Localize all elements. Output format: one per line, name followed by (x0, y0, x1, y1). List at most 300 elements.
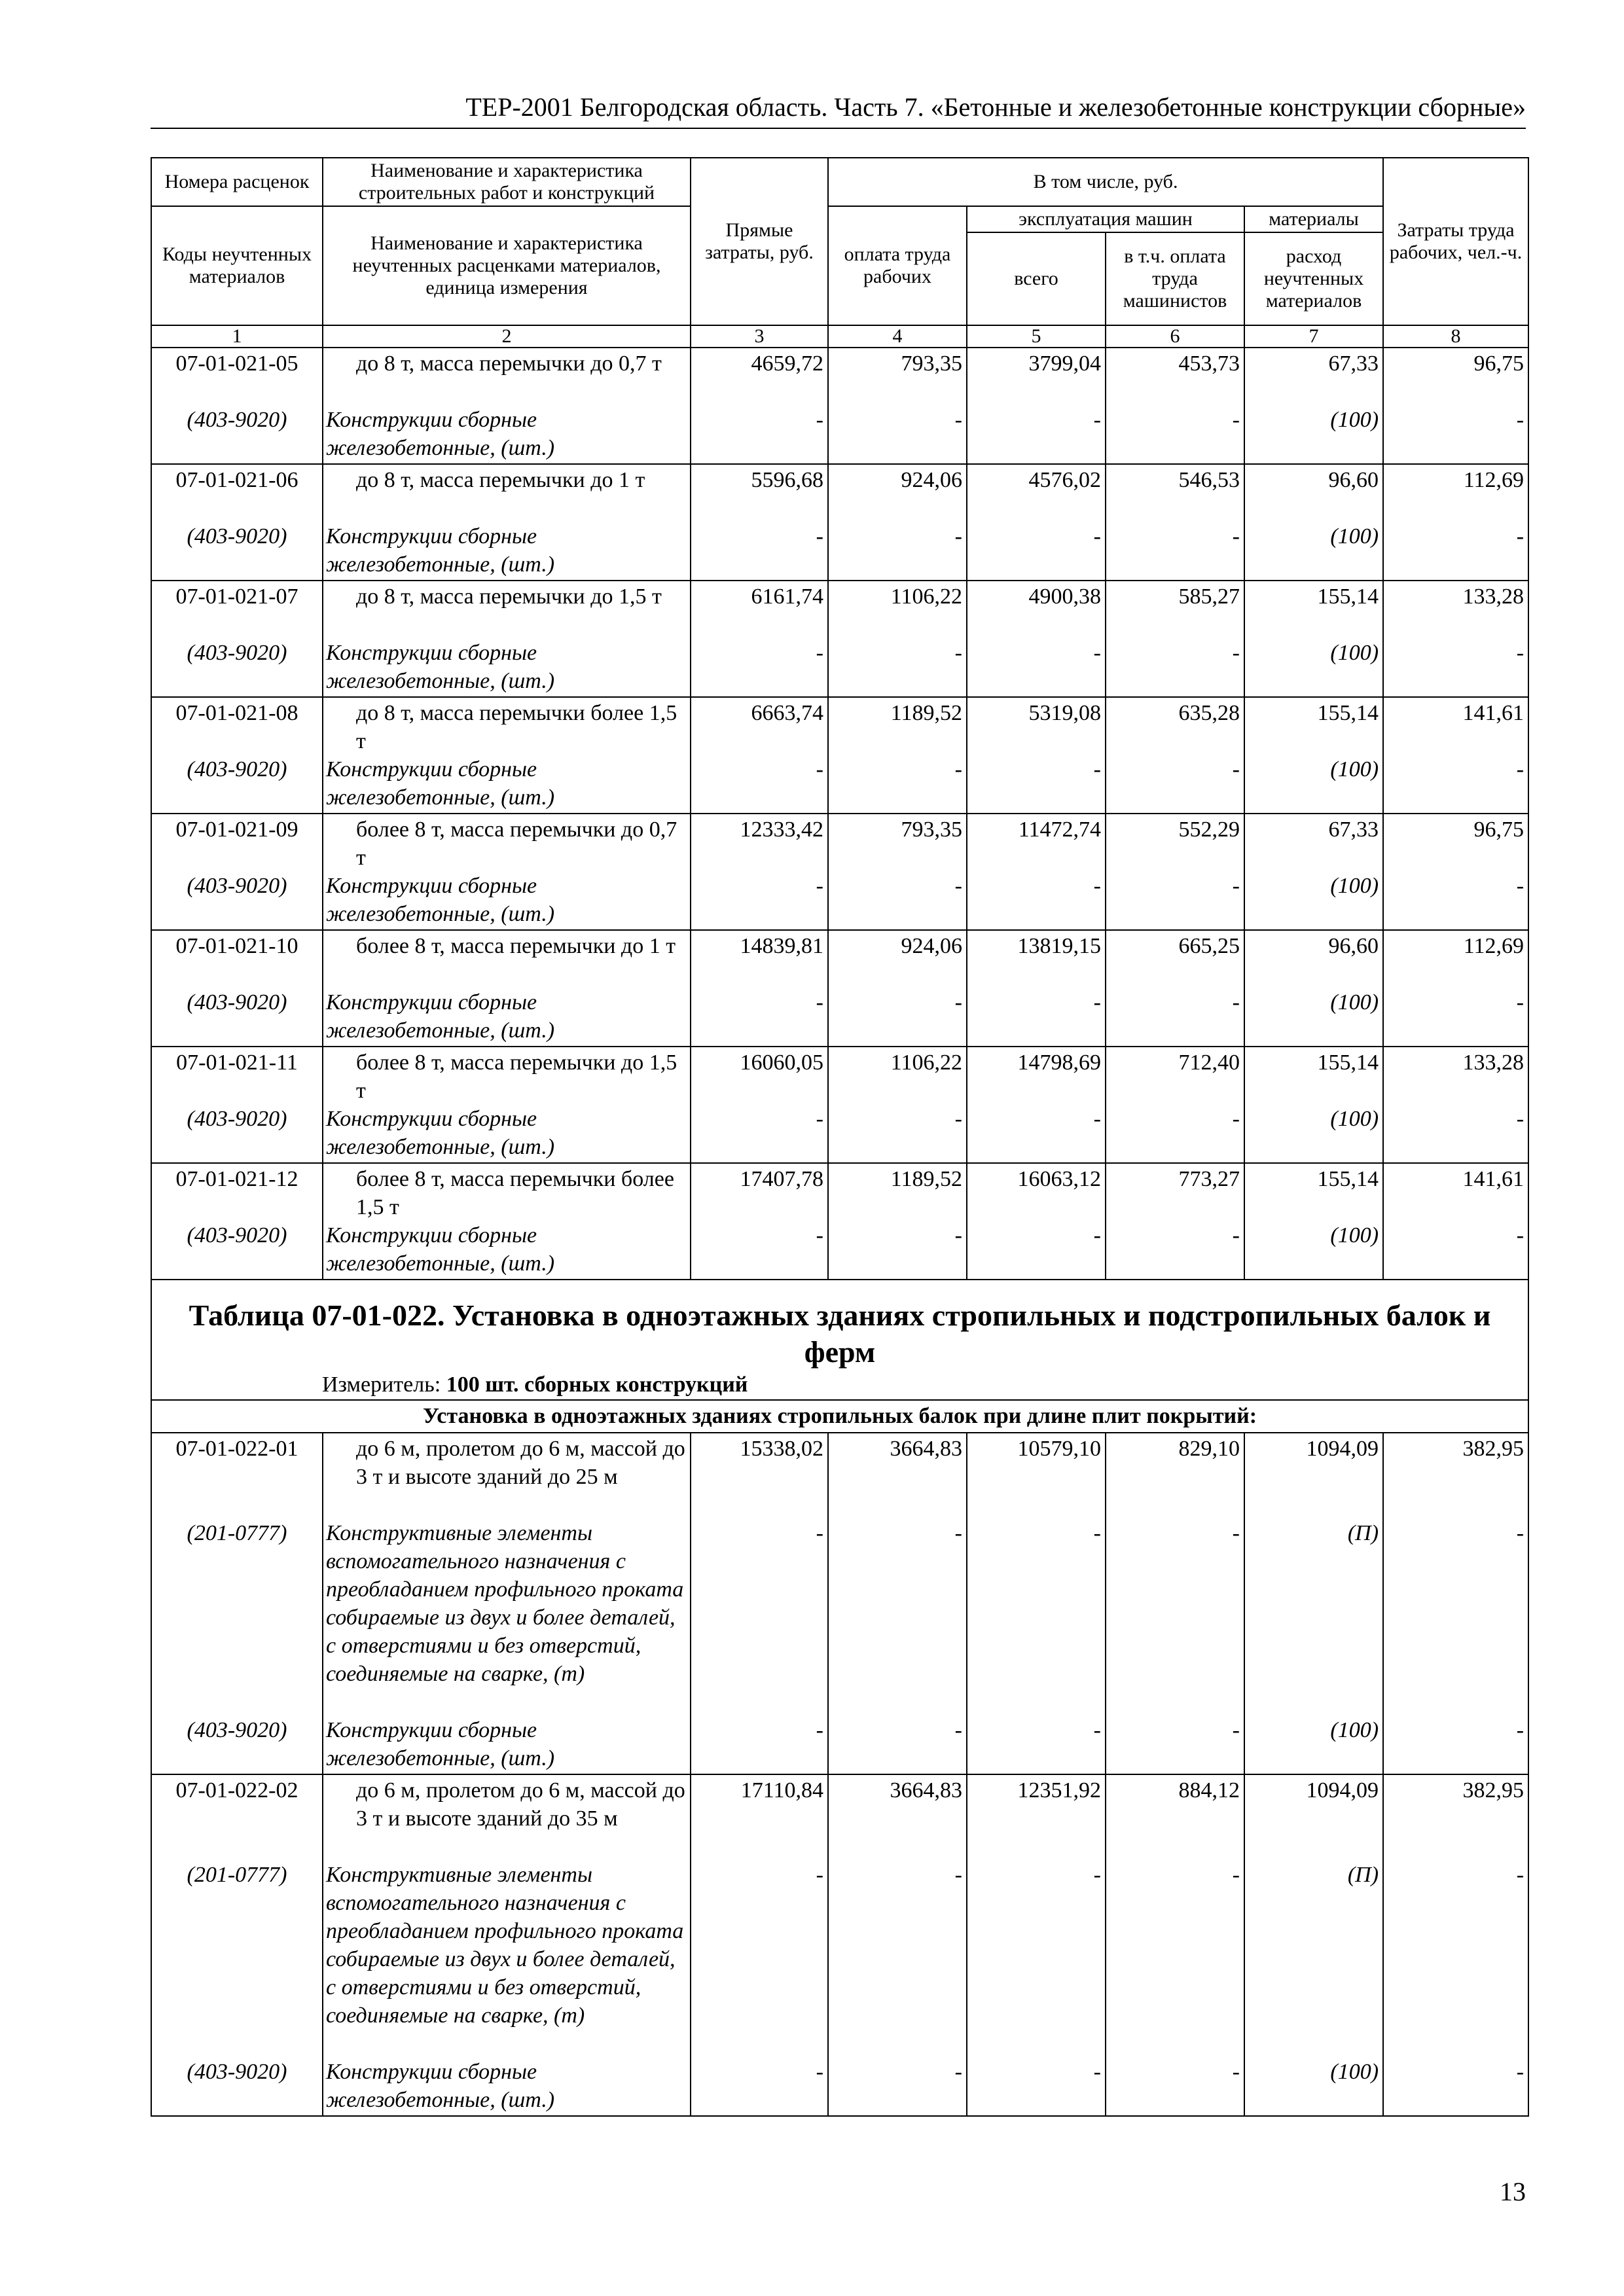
machinist-pay: 773,27 (1178, 1167, 1240, 1191)
machinist-pay-cell (1106, 348, 1244, 464)
labor-pay-cell (828, 464, 967, 581)
materials-cost-cell (1244, 1433, 1383, 1774)
machines-total-cell (967, 697, 1106, 814)
measure-value: 100 шт. сборных конструкций (446, 1372, 748, 1397)
materials-cost-cell (1244, 348, 1383, 464)
machines-total-cell (967, 464, 1106, 581)
rate-entry (151, 697, 323, 814)
direct-cost: 17407,78 (740, 1167, 823, 1191)
rate-description (323, 814, 691, 930)
labor-hours: 382,95 (1462, 1437, 1525, 1461)
labor-hours-cell (1383, 1047, 1528, 1163)
labor-pay: 1189,52 (890, 701, 962, 725)
rate-description (323, 1774, 691, 2116)
materials-cost-cell (1244, 697, 1383, 814)
col-material-code-header: Коды неучтенных материалов (151, 206, 323, 325)
work-description: более 8 т, масса перемычки более 1,5 т (356, 1167, 674, 1219)
table-row (151, 814, 1528, 930)
materials-cost-material: (100) (1330, 1107, 1379, 1131)
rate-entry (151, 1163, 323, 1280)
materials-cost-material: (100) (1330, 408, 1379, 432)
col-materials-usage-header: расход неучтенных материалов (1244, 232, 1383, 325)
machinist-pay-cell (1106, 697, 1244, 814)
labor-hours-cell (1383, 581, 1528, 697)
labor-hours-material: - (1516, 757, 1525, 781)
labor-hours-material: - (1516, 408, 1525, 432)
rates-table (151, 157, 1529, 2117)
column-numbers-row (151, 325, 1528, 348)
col-machines-total-header: всего (967, 232, 1106, 325)
labor-pay: 1106,22 (890, 1050, 962, 1075)
material-code: (403-9020) (187, 408, 287, 432)
labor-hours-cell (1383, 930, 1528, 1047)
labor-hours: 112,69 (1463, 468, 1525, 492)
labor-hours: 96,75 (1473, 351, 1525, 376)
direct-cost-cell (691, 697, 828, 814)
rows-022 (151, 1433, 1528, 2116)
rate-entry (151, 1774, 323, 2116)
machines-total: 4576,02 (1028, 468, 1101, 492)
work-description: до 8 т, масса перемычки до 1,5 т (356, 584, 662, 609)
col-number: 7 (1244, 325, 1383, 348)
material-code: (403-9020) (187, 1223, 287, 1247)
direct-cost: 14839,81 (740, 934, 823, 958)
machinist-pay-cell (1106, 1163, 1244, 1280)
machines-total-material: - (1093, 1521, 1101, 1545)
machinist-pay-cell (1106, 1774, 1244, 2116)
machinist-pay-cell (1106, 581, 1244, 697)
work-description: более 8 т, масса перемычки до 1,5 т (356, 1050, 677, 1103)
labor-pay-material: - (954, 2060, 962, 2084)
machinist-pay-cell (1106, 814, 1244, 930)
labor-hours-material: - (1516, 1223, 1525, 1247)
direct-cost-cell (691, 1163, 828, 1280)
direct-cost-cell (691, 464, 828, 581)
direct-cost-material: - (816, 1223, 823, 1247)
rate-description (323, 1163, 691, 1280)
labor-pay: 793,35 (901, 817, 962, 842)
machines-total: 12351,92 (1017, 1778, 1101, 1803)
labor-pay-cell (828, 1774, 967, 2116)
direct-cost-material: - (816, 408, 823, 432)
material-code: (201-0777) (187, 1521, 287, 1545)
materials-cost: 1094,09 (1306, 1778, 1379, 1803)
machines-total-cell (967, 348, 1106, 464)
work-description: до 6 м, пролетом до 6 м, массой до 3 т и высоте зданий до 35 м (356, 1778, 685, 1831)
direct-cost-cell (691, 581, 828, 697)
col-rate-number-header: Номера расценок (151, 158, 323, 206)
labor-hours: 133,28 (1462, 1050, 1525, 1075)
machines-total: 16063,12 (1017, 1167, 1101, 1191)
labor-hours-cell (1383, 814, 1528, 930)
col-number: 6 (1106, 325, 1244, 348)
rate-code: 07-01-021-07 (175, 584, 298, 609)
rate-description (323, 581, 691, 697)
machines-total-cell (967, 581, 1106, 697)
machines-total-cell (967, 1163, 1106, 1280)
labor-hours: 96,75 (1473, 817, 1525, 842)
direct-cost-material: - (816, 990, 823, 1014)
direct-cost-cell (691, 1774, 828, 2116)
machines-total-material: - (1093, 1223, 1101, 1247)
rate-code: 07-01-021-09 (175, 817, 298, 842)
machines-total-material: - (1093, 990, 1101, 1014)
col-machinist-pay-header: в т.ч. оплата труда машинистов (1106, 232, 1244, 325)
machinist-pay-material: - (1232, 408, 1240, 432)
labor-hours: 141,61 (1462, 701, 1525, 725)
labor-hours-material: - (1516, 2060, 1525, 2084)
col-number: 5 (967, 325, 1106, 348)
col-machines-header: эксплуатация машин (967, 206, 1244, 232)
col-number: 3 (691, 325, 828, 348)
rows-021 (151, 348, 1528, 1280)
labor-pay: 3664,83 (890, 1437, 962, 1461)
machinist-pay-cell (1106, 464, 1244, 581)
direct-cost: 5596,68 (751, 468, 823, 492)
labor-pay-cell (828, 930, 967, 1047)
materials-cost-cell (1244, 1163, 1383, 1280)
machinist-pay: 453,73 (1178, 351, 1240, 376)
machines-total: 3799,04 (1028, 351, 1101, 376)
labor-hours-material: - (1516, 990, 1525, 1014)
labor-pay-material: - (954, 874, 962, 898)
rate-description (323, 1433, 691, 1774)
table-row (151, 581, 1528, 697)
machines-total-cell (967, 1774, 1106, 2116)
materials-cost-material: (100) (1330, 524, 1379, 548)
materials-cost-material: (100) (1330, 1718, 1379, 1742)
measure-label: Измеритель: (322, 1372, 441, 1397)
direct-cost-cell (691, 814, 828, 930)
direct-cost-material: - (816, 641, 823, 665)
labor-pay-material: - (954, 1521, 962, 1545)
rate-entry (151, 1047, 323, 1163)
materials-cost-material: (П) (1347, 1521, 1379, 1545)
rate-description (323, 464, 691, 581)
materials-cost-cell (1244, 1047, 1383, 1163)
labor-hours-material: - (1516, 874, 1525, 898)
table-row (151, 930, 1528, 1047)
material-description: Конструкции сборные железобетонные, (шт.) (326, 524, 555, 577)
material-description: Конструкции сборные железобетонные, (шт.) (326, 874, 555, 926)
material-code: (403-9020) (187, 524, 287, 548)
labor-pay-cell (828, 697, 967, 814)
table-row (151, 1433, 1528, 1774)
machines-total-material: - (1093, 874, 1101, 898)
materials-cost: 155,14 (1317, 1050, 1379, 1075)
machines-total-material: - (1093, 524, 1101, 548)
material-code: (403-9020) (187, 1718, 287, 1742)
table-row (151, 697, 1528, 814)
rate-description (323, 697, 691, 814)
col-materials-header: материалы (1244, 206, 1383, 232)
direct-cost-material: - (816, 1521, 823, 1545)
materials-cost: 155,14 (1317, 584, 1379, 609)
material-description: Конструкции сборные железобетонные, (шт.) (326, 1223, 555, 1276)
machinist-pay-material: - (1232, 1718, 1240, 1742)
materials-cost: 67,33 (1328, 817, 1379, 842)
machines-total-cell (967, 930, 1106, 1047)
labor-pay-material: - (954, 1718, 962, 1742)
labor-hours-material: - (1516, 1107, 1525, 1131)
labor-hours: 112,69 (1463, 934, 1525, 958)
labor-hours-cell (1383, 464, 1528, 581)
machinist-pay: 829,10 (1178, 1437, 1240, 1461)
materials-cost-material: (100) (1330, 2060, 1379, 2084)
direct-cost-material: - (816, 2060, 823, 2084)
rate-entry (151, 930, 323, 1047)
col-number: 4 (828, 325, 967, 348)
machinist-pay: 585,27 (1178, 584, 1240, 609)
machinist-pay-material: - (1232, 990, 1240, 1014)
machinist-pay-material: - (1232, 757, 1240, 781)
running-header: ТЕР-2001 Белгородская область. Часть 7. «Бетонные и железобетонные конструкции сборные» (151, 92, 1526, 129)
col-labor-pay-header: оплата труда рабочих (828, 206, 967, 325)
work-description: до 8 т, масса перемычки до 1 т (356, 468, 645, 492)
labor-pay: 1106,22 (890, 584, 962, 609)
labor-pay-cell (828, 1047, 967, 1163)
machinist-pay-cell (1106, 930, 1244, 1047)
machinist-pay: 546,53 (1178, 468, 1240, 492)
machines-total-material: - (1093, 641, 1101, 665)
labor-pay: 1189,52 (890, 1167, 962, 1191)
work-description: более 8 т, масса перемычки до 1 т (356, 934, 676, 958)
labor-pay-material: - (954, 1863, 962, 1887)
rate-code: 07-01-022-01 (175, 1437, 298, 1461)
materials-cost-cell (1244, 464, 1383, 581)
rate-code: 07-01-021-08 (175, 701, 298, 725)
material-description: Конструкции сборные железобетонные, (шт.) (326, 408, 555, 460)
material-description: Конструкции сборные железобетонные, (шт.) (326, 757, 555, 810)
labor-hours-cell (1383, 697, 1528, 814)
direct-cost-cell (691, 1047, 828, 1163)
labor-pay-material: - (954, 524, 962, 548)
machinist-pay-material: - (1232, 1863, 1240, 1887)
machinist-pay: 665,25 (1178, 934, 1240, 958)
col-group-header: В том числе, руб. (828, 158, 1383, 206)
direct-cost: 15338,02 (740, 1437, 823, 1461)
labor-pay-material: - (954, 641, 962, 665)
material-code: (403-9020) (187, 1107, 287, 1131)
rate-entry (151, 814, 323, 930)
materials-cost: 1094,09 (1306, 1437, 1379, 1461)
labor-hours-material: - (1516, 1718, 1525, 1742)
machines-total-cell (967, 814, 1106, 930)
material-description: Конструктивные элементы вспомогательного назначения с преобладанием профильного проката собираемые из двух и более деталей, с отверстиями и без отверстий, соединяемые на сварке, (т) (326, 1863, 684, 2028)
page-number: 13 (1500, 2177, 1526, 2206)
rate-description (323, 1047, 691, 1163)
materials-cost-material: (100) (1330, 757, 1379, 781)
direct-cost: 16060,05 (740, 1050, 823, 1075)
work-description: до 8 т, масса перемычки до 0,7 т (356, 351, 662, 376)
material-description: Конструкции сборные железобетонные, (шт.) (326, 1107, 555, 1159)
rate-description (323, 348, 691, 464)
materials-cost-material: (100) (1330, 874, 1379, 898)
direct-cost: 6663,74 (751, 701, 823, 725)
machines-total-cell (967, 1047, 1106, 1163)
labor-hours: 382,95 (1462, 1778, 1525, 1803)
direct-cost-material: - (816, 1718, 823, 1742)
rate-description (323, 930, 691, 1047)
rate-code: 07-01-021-10 (175, 934, 298, 958)
machinist-pay-material: - (1232, 874, 1240, 898)
table-022-heading (151, 1280, 1528, 1433)
materials-cost: 96,60 (1328, 934, 1379, 958)
machines-total-cell (967, 1433, 1106, 1774)
machines-total-material: - (1093, 757, 1101, 781)
col-work-name-header: Наименование и характеристика строительных работ и конструкций (323, 158, 691, 206)
machinist-pay-material: - (1232, 1521, 1240, 1545)
labor-pay-material: - (954, 990, 962, 1014)
machines-total-material: - (1093, 1718, 1101, 1742)
machines-total: 14798,69 (1017, 1050, 1101, 1075)
material-description: Конструкции сборные железобетонные, (шт.) (326, 2060, 555, 2112)
materials-cost: 96,60 (1328, 468, 1379, 492)
material-description: Конструкции сборные железобетонные, (шт.) (326, 990, 555, 1043)
labor-pay-cell (828, 348, 967, 464)
table-row (151, 1163, 1528, 1280)
col-number: 8 (1383, 325, 1528, 348)
direct-cost-cell (691, 930, 828, 1047)
direct-cost-material: - (816, 1107, 823, 1131)
direct-cost-cell (691, 348, 828, 464)
machinist-pay: 884,12 (1178, 1778, 1240, 1803)
material-description: Конструктивные элементы вспомогательного назначения с преобладанием профильного проката собираемые из двух и более деталей, с отверстиями и без отверстий, соединяемые на сварке, (т) (326, 1521, 684, 1686)
rate-code: 07-01-021-11 (176, 1050, 298, 1075)
rate-code: 07-01-021-05 (175, 351, 298, 376)
material-description: Конструкции сборные железобетонные, (шт.) (326, 641, 555, 693)
material-code: (403-9020) (187, 990, 287, 1014)
materials-cost: 67,33 (1328, 351, 1379, 376)
labor-hours-cell (1383, 1433, 1528, 1774)
material-code: (201-0777) (187, 1863, 287, 1887)
labor-pay-material: - (954, 1223, 962, 1247)
machines-total: 5319,08 (1028, 701, 1101, 725)
labor-pay: 924,06 (901, 468, 962, 492)
material-code: (403-9020) (187, 2060, 287, 2084)
direct-cost-material: - (816, 524, 823, 548)
measure-line (152, 1371, 1528, 1399)
labor-pay: 793,35 (901, 351, 962, 376)
labor-pay-cell (828, 1433, 967, 1774)
machinist-pay-material: - (1232, 641, 1240, 665)
direct-cost: 12333,42 (740, 817, 823, 842)
labor-pay: 924,06 (901, 934, 962, 958)
machines-total: 4900,38 (1028, 584, 1101, 609)
table-row (151, 1774, 1528, 2116)
direct-cost-cell (691, 1433, 828, 1774)
material-description: Конструкции сборные железобетонные, (шт.) (326, 1718, 555, 1770)
labor-pay-material: - (954, 408, 962, 432)
labor-hours-material: - (1516, 524, 1525, 548)
labor-hours-cell (1383, 1774, 1528, 2116)
machines-total-material: - (1093, 2060, 1101, 2084)
col-number: 1 (151, 325, 323, 348)
machines-total-material: - (1093, 1863, 1101, 1887)
machines-total: 11472,74 (1018, 817, 1101, 842)
machinist-pay: 635,28 (1178, 701, 1240, 725)
labor-hours-material: - (1516, 641, 1525, 665)
col-material-name-header: Наименование и характеристика неучтенных расценками материалов, единица измерения (323, 206, 691, 325)
table-row (151, 348, 1528, 464)
work-description: до 8 т, масса перемычки более 1,5 т (356, 701, 677, 753)
rate-entry (151, 581, 323, 697)
labor-hours-material: - (1516, 1521, 1525, 1545)
direct-cost-material: - (816, 757, 823, 781)
labor-pay-material: - (954, 1107, 962, 1131)
machines-total: 10579,10 (1017, 1437, 1101, 1461)
machinist-pay-material: - (1232, 2060, 1240, 2084)
material-code: (403-9020) (187, 641, 287, 665)
labor-pay-cell (828, 581, 967, 697)
direct-cost: 6161,74 (751, 584, 823, 609)
work-description: более 8 т, масса перемычки до 0,7 т (356, 817, 677, 870)
labor-pay-material: - (954, 757, 962, 781)
machines-total-material: - (1093, 1107, 1101, 1131)
machines-total-material: - (1093, 408, 1101, 432)
direct-cost: 17110,84 (740, 1778, 823, 1803)
direct-cost-material: - (816, 874, 823, 898)
table-head (151, 158, 1528, 348)
materials-cost-material: (П) (1347, 1863, 1379, 1887)
labor-pay-cell (828, 1163, 967, 1280)
direct-cost-material: - (816, 1863, 823, 1887)
materials-cost: 155,14 (1317, 1167, 1379, 1191)
machinist-pay-cell (1106, 1433, 1244, 1774)
material-code: (403-9020) (187, 757, 287, 781)
materials-cost: 155,14 (1317, 701, 1379, 725)
materials-cost-cell (1244, 581, 1383, 697)
rate-entry (151, 1433, 323, 1774)
machinist-pay-material: - (1232, 524, 1240, 548)
labor-pay: 3664,83 (890, 1778, 962, 1803)
machinist-pay-material: - (1232, 1107, 1240, 1131)
col-number: 2 (323, 325, 691, 348)
work-description: до 6 м, пролетом до 6 м, массой до 3 т и высоте зданий до 25 м (356, 1437, 685, 1489)
labor-hours-cell (1383, 1163, 1528, 1280)
rate-entry (151, 464, 323, 581)
table-row (151, 464, 1528, 581)
table-title: Таблица 07-01-022. Установка в одноэтажных зданиях стропильных и подстропильных балок и ферм (189, 1299, 1491, 1369)
labor-hours: 141,61 (1462, 1167, 1525, 1191)
machinist-pay-material: - (1232, 1223, 1240, 1247)
machinist-pay-cell (1106, 1047, 1244, 1163)
section-subheading: Установка в одноэтажных зданиях стропильных балок при длине плит покрытий: (151, 1400, 1528, 1433)
labor-pay-cell (828, 814, 967, 930)
machinist-pay: 712,40 (1178, 1050, 1240, 1075)
material-code: (403-9020) (187, 874, 287, 898)
col-labor-hours-header: Затраты труда рабочих, чел.-ч. (1383, 158, 1528, 325)
rate-code: 07-01-022-02 (175, 1778, 298, 1803)
materials-cost-material: (100) (1330, 1223, 1379, 1247)
materials-cost-cell (1244, 1774, 1383, 2116)
rate-code: 07-01-021-06 (175, 468, 298, 492)
materials-cost-material: (100) (1330, 641, 1379, 665)
labor-hours-material: - (1516, 1863, 1525, 1887)
labor-hours: 133,28 (1462, 584, 1525, 609)
rate-code: 07-01-021-12 (175, 1167, 298, 1191)
direct-cost: 4659,72 (751, 351, 823, 376)
rate-entry (151, 348, 323, 464)
materials-cost-material: (100) (1330, 990, 1379, 1014)
labor-hours-cell (1383, 348, 1528, 464)
materials-cost-cell (1244, 930, 1383, 1047)
table-row (151, 1047, 1528, 1163)
machinist-pay: 552,29 (1178, 817, 1240, 842)
col-direct-cost-header: Прямые затраты, руб. (691, 158, 828, 325)
machines-total: 13819,15 (1017, 934, 1101, 958)
materials-cost-cell (1244, 814, 1383, 930)
